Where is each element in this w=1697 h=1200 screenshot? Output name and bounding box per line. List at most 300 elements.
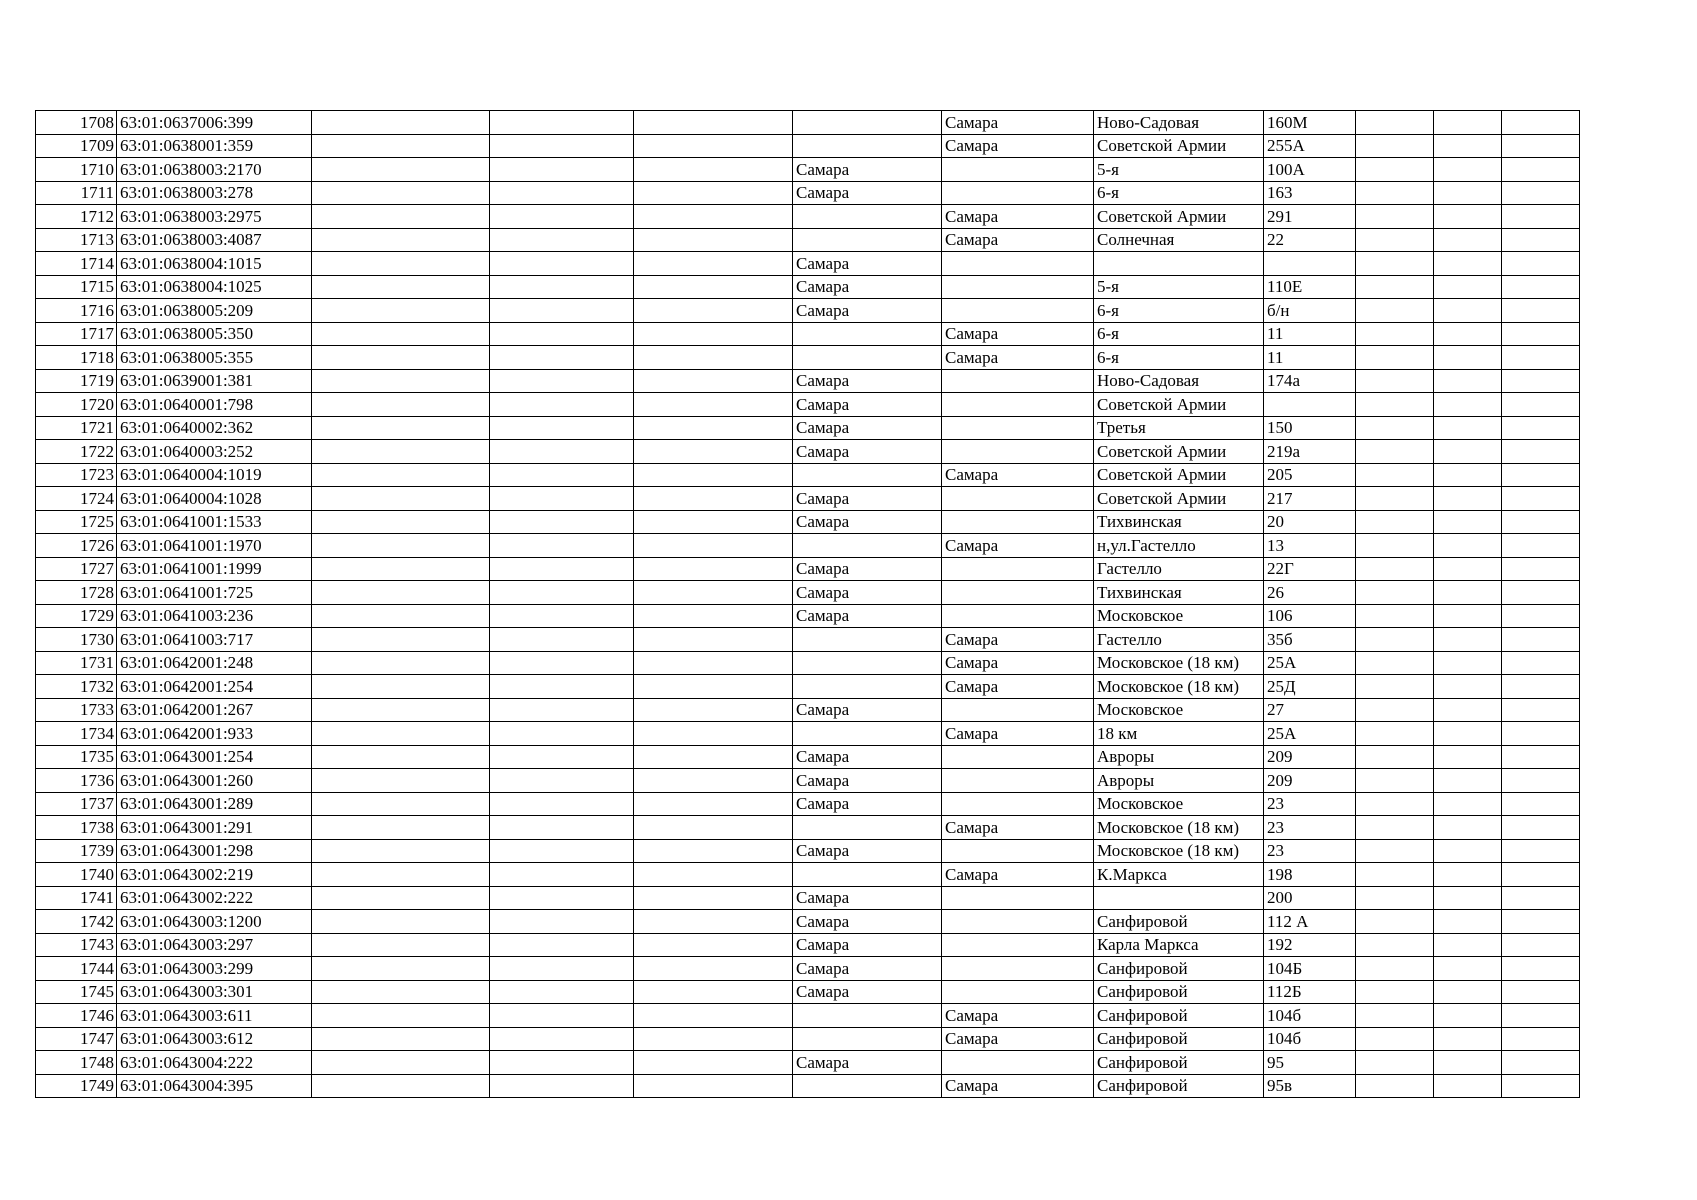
settlement-cell	[942, 769, 1094, 793]
street-cell: Московское (18 км)	[1094, 651, 1264, 675]
house-number-cell: 174а	[1264, 369, 1356, 393]
cadastral-number-cell: 63:01:0643003:611	[117, 1004, 312, 1028]
empty-cell	[312, 510, 490, 534]
empty-cell	[1356, 604, 1434, 628]
empty-cell	[490, 275, 634, 299]
empty-cell	[1434, 933, 1502, 957]
empty-cell	[1434, 839, 1502, 863]
empty-cell	[1434, 722, 1502, 746]
settlement-cell	[942, 181, 1094, 205]
empty-cell	[1434, 393, 1502, 417]
empty-cell	[1502, 205, 1580, 229]
row-number-cell: 1708	[36, 111, 117, 135]
empty-cell	[1434, 299, 1502, 323]
settlement-cell: Самара	[942, 228, 1094, 252]
empty-cell	[1502, 957, 1580, 981]
cadastral-number-cell: 63:01:0641001:1970	[117, 534, 312, 558]
settlement-cell	[942, 698, 1094, 722]
settlement-cell	[942, 487, 1094, 511]
empty-cell	[1434, 581, 1502, 605]
empty-cell	[634, 322, 793, 346]
empty-cell	[490, 628, 634, 652]
row-number-cell: 1718	[36, 346, 117, 370]
settlement-cell	[942, 910, 1094, 934]
empty-cell	[1356, 275, 1434, 299]
empty-cell	[634, 722, 793, 746]
empty-cell	[490, 698, 634, 722]
empty-cell	[1356, 510, 1434, 534]
table-row	[36, 933, 1580, 957]
city-cell: Самара	[793, 158, 942, 182]
empty-cell	[634, 346, 793, 370]
cadastral-number-cell: 63:01:0643004:395	[117, 1074, 312, 1098]
empty-cell	[634, 651, 793, 675]
empty-cell	[634, 487, 793, 511]
street-cell: Авроры	[1094, 745, 1264, 769]
table-row	[36, 863, 1580, 887]
empty-cell	[490, 933, 634, 957]
house-number-cell: 192	[1264, 933, 1356, 957]
empty-cell	[1502, 792, 1580, 816]
street-cell	[1094, 252, 1264, 276]
settlement-cell: Самара	[942, 346, 1094, 370]
empty-cell	[1356, 393, 1434, 417]
table-row	[36, 158, 1580, 182]
row-number-cell: 1723	[36, 463, 117, 487]
row-number-cell: 1722	[36, 440, 117, 464]
empty-cell	[1502, 393, 1580, 417]
empty-cell	[1434, 651, 1502, 675]
cadastral-number-cell: 63:01:0641003:236	[117, 604, 312, 628]
empty-cell	[1356, 675, 1434, 699]
street-cell: Советской Армии	[1094, 487, 1264, 511]
empty-cell	[1356, 463, 1434, 487]
empty-cell	[490, 557, 634, 581]
settlement-cell	[942, 557, 1094, 581]
empty-cell	[1356, 722, 1434, 746]
house-number-cell: 160М	[1264, 111, 1356, 135]
city-cell: Самара	[793, 181, 942, 205]
cadastral-number-cell: 63:01:0643001:291	[117, 816, 312, 840]
settlement-cell	[942, 416, 1094, 440]
settlement-cell	[942, 440, 1094, 464]
house-number-cell: 25А	[1264, 651, 1356, 675]
row-number-cell: 1729	[36, 604, 117, 628]
table-row	[36, 487, 1580, 511]
city-cell	[793, 322, 942, 346]
house-number-cell: 11	[1264, 346, 1356, 370]
empty-cell	[1356, 416, 1434, 440]
empty-cell	[1434, 698, 1502, 722]
empty-cell	[634, 839, 793, 863]
cadastral-number-cell: 63:01:0641001:725	[117, 581, 312, 605]
empty-cell	[1434, 158, 1502, 182]
empty-cell	[1356, 745, 1434, 769]
street-cell: Гастелло	[1094, 628, 1264, 652]
empty-cell	[1434, 534, 1502, 558]
empty-cell	[312, 205, 490, 229]
row-number-cell: 1737	[36, 792, 117, 816]
cadastral-number-cell: 63:01:0643001:254	[117, 745, 312, 769]
street-cell: К.Маркса	[1094, 863, 1264, 887]
empty-cell	[312, 863, 490, 887]
cadastral-number-cell: 63:01:0643001:289	[117, 792, 312, 816]
empty-cell	[490, 604, 634, 628]
empty-cell	[1434, 275, 1502, 299]
row-number-cell: 1731	[36, 651, 117, 675]
table-row	[36, 111, 1580, 135]
table-row	[36, 440, 1580, 464]
settlement-cell	[942, 252, 1094, 276]
house-number-cell: 95в	[1264, 1074, 1356, 1098]
cadastral-number-cell: 63:01:0638005:355	[117, 346, 312, 370]
row-number-cell: 1726	[36, 534, 117, 558]
house-number-cell: 198	[1264, 863, 1356, 887]
empty-cell	[490, 769, 634, 793]
cadastral-number-cell: 63:01:0643002:222	[117, 886, 312, 910]
empty-cell	[312, 769, 490, 793]
city-cell: Самара	[793, 252, 942, 276]
empty-cell	[1502, 675, 1580, 699]
cadastral-number-cell: 63:01:0638001:359	[117, 134, 312, 158]
city-cell: Самара	[793, 792, 942, 816]
empty-cell	[1434, 604, 1502, 628]
empty-cell	[1502, 1051, 1580, 1075]
empty-cell	[634, 181, 793, 205]
empty-cell	[1502, 134, 1580, 158]
cadastral-number-cell: 63:01:0640003:252	[117, 440, 312, 464]
empty-cell	[1502, 839, 1580, 863]
empty-cell	[1502, 933, 1580, 957]
empty-cell	[312, 792, 490, 816]
empty-cell	[490, 346, 634, 370]
empty-cell	[312, 181, 490, 205]
table-row	[36, 510, 1580, 534]
settlement-cell: Самара	[942, 651, 1094, 675]
cadastral-number-cell: 63:01:0642001:254	[117, 675, 312, 699]
row-number-cell: 1710	[36, 158, 117, 182]
cadastral-number-cell: 63:01:0641001:1533	[117, 510, 312, 534]
empty-cell	[634, 1027, 793, 1051]
empty-cell	[490, 745, 634, 769]
street-cell: 5-я	[1094, 158, 1264, 182]
city-cell: Самара	[793, 1051, 942, 1075]
row-number-cell: 1743	[36, 933, 117, 957]
table-row	[36, 416, 1580, 440]
empty-cell	[312, 957, 490, 981]
city-cell	[793, 1004, 942, 1028]
house-number-cell: 209	[1264, 769, 1356, 793]
empty-cell	[1356, 628, 1434, 652]
empty-cell	[1434, 205, 1502, 229]
row-number-cell: 1735	[36, 745, 117, 769]
table-row	[36, 322, 1580, 346]
city-cell	[793, 346, 942, 370]
empty-cell	[490, 416, 634, 440]
house-number-cell: 205	[1264, 463, 1356, 487]
row-number-cell: 1711	[36, 181, 117, 205]
city-cell: Самара	[793, 604, 942, 628]
row-number-cell: 1748	[36, 1051, 117, 1075]
empty-cell	[490, 181, 634, 205]
empty-cell	[312, 980, 490, 1004]
empty-cell	[1356, 769, 1434, 793]
empty-cell	[1502, 816, 1580, 840]
settlement-cell	[942, 369, 1094, 393]
city-cell	[793, 134, 942, 158]
street-cell: Санфировой	[1094, 957, 1264, 981]
city-cell: Самара	[793, 440, 942, 464]
empty-cell	[312, 322, 490, 346]
empty-cell	[634, 111, 793, 135]
cadastral-number-cell: 63:01:0643001:298	[117, 839, 312, 863]
street-cell: 6-я	[1094, 322, 1264, 346]
city-cell: Самара	[793, 487, 942, 511]
city-cell	[793, 1074, 942, 1098]
empty-cell	[490, 722, 634, 746]
empty-cell	[634, 299, 793, 323]
empty-cell	[1356, 322, 1434, 346]
street-cell: Санфировой	[1094, 1027, 1264, 1051]
empty-cell	[312, 745, 490, 769]
empty-cell	[490, 816, 634, 840]
empty-cell	[634, 534, 793, 558]
street-cell: Советской Армии	[1094, 440, 1264, 464]
city-cell	[793, 722, 942, 746]
street-cell: Московское	[1094, 604, 1264, 628]
empty-cell	[1434, 863, 1502, 887]
city-cell	[793, 675, 942, 699]
row-number-cell: 1734	[36, 722, 117, 746]
empty-cell	[1502, 980, 1580, 1004]
empty-cell	[1502, 510, 1580, 534]
empty-cell	[1502, 346, 1580, 370]
empty-cell	[1502, 111, 1580, 135]
settlement-cell	[942, 1051, 1094, 1075]
empty-cell	[490, 228, 634, 252]
empty-cell	[490, 393, 634, 417]
table-row	[36, 839, 1580, 863]
house-number-cell: 20	[1264, 510, 1356, 534]
empty-cell	[490, 487, 634, 511]
empty-cell	[490, 886, 634, 910]
empty-cell	[634, 792, 793, 816]
street-cell: Советской Армии	[1094, 463, 1264, 487]
street-cell: Санфировой	[1094, 1004, 1264, 1028]
street-cell: н,ул.Гастелло	[1094, 534, 1264, 558]
empty-cell	[1434, 675, 1502, 699]
empty-cell	[312, 1074, 490, 1098]
house-number-cell: б/н	[1264, 299, 1356, 323]
cadastral-number-cell: 63:01:0638005:209	[117, 299, 312, 323]
settlement-cell: Самара	[942, 111, 1094, 135]
street-cell: 6-я	[1094, 181, 1264, 205]
cadastral-number-cell: 63:01:0643003:1200	[117, 910, 312, 934]
empty-cell	[634, 252, 793, 276]
empty-cell	[1434, 628, 1502, 652]
row-number-cell: 1725	[36, 510, 117, 534]
row-number-cell: 1730	[36, 628, 117, 652]
empty-cell	[1434, 487, 1502, 511]
cadastral-number-cell: 63:01:0643003:297	[117, 933, 312, 957]
house-number-cell: 112Б	[1264, 980, 1356, 1004]
settlement-cell: Самара	[942, 1027, 1094, 1051]
empty-cell	[1356, 205, 1434, 229]
cadastral-number-cell: 63:01:0641003:717	[117, 628, 312, 652]
empty-cell	[1502, 252, 1580, 276]
empty-cell	[490, 910, 634, 934]
empty-cell	[634, 1004, 793, 1028]
empty-cell	[1434, 1051, 1502, 1075]
empty-cell	[1502, 534, 1580, 558]
house-number-cell: 104б	[1264, 1027, 1356, 1051]
empty-cell	[1434, 252, 1502, 276]
empty-cell	[1356, 111, 1434, 135]
street-cell: Санфировой	[1094, 980, 1264, 1004]
city-cell	[793, 651, 942, 675]
city-cell: Самара	[793, 557, 942, 581]
city-cell: Самара	[793, 933, 942, 957]
row-number-cell: 1742	[36, 910, 117, 934]
cadastral-number-cell: 63:01:0639001:381	[117, 369, 312, 393]
row-number-cell: 1717	[36, 322, 117, 346]
cadastral-number-cell: 63:01:0643002:219	[117, 863, 312, 887]
empty-cell	[1356, 792, 1434, 816]
cadastral-number-cell: 63:01:0643004:222	[117, 1051, 312, 1075]
settlement-cell: Самара	[942, 675, 1094, 699]
row-number-cell: 1744	[36, 957, 117, 981]
empty-cell	[634, 957, 793, 981]
row-number-cell: 1736	[36, 769, 117, 793]
table-row	[36, 463, 1580, 487]
row-number-cell: 1747	[36, 1027, 117, 1051]
cadastral-number-cell: 63:01:0640004:1028	[117, 487, 312, 511]
cadastral-number-cell: 63:01:0638003:4087	[117, 228, 312, 252]
table-row	[36, 275, 1580, 299]
empty-cell	[490, 205, 634, 229]
empty-cell	[634, 816, 793, 840]
empty-cell	[1356, 534, 1434, 558]
empty-cell	[312, 158, 490, 182]
cadastral-number-cell: 63:01:0638003:278	[117, 181, 312, 205]
cadastral-number-cell: 63:01:0640004:1019	[117, 463, 312, 487]
house-number-cell: 23	[1264, 839, 1356, 863]
empty-cell	[1434, 1074, 1502, 1098]
cadastral-number-cell: 63:01:0638005:350	[117, 322, 312, 346]
settlement-cell: Самара	[942, 322, 1094, 346]
empty-cell	[634, 581, 793, 605]
table-row	[36, 346, 1580, 370]
house-number-cell: 255А	[1264, 134, 1356, 158]
empty-cell	[634, 393, 793, 417]
house-number-cell: 22	[1264, 228, 1356, 252]
empty-cell	[1434, 228, 1502, 252]
empty-cell	[1356, 886, 1434, 910]
empty-cell	[490, 111, 634, 135]
row-number-cell: 1716	[36, 299, 117, 323]
empty-cell	[1434, 440, 1502, 464]
empty-cell	[490, 134, 634, 158]
empty-cell	[1434, 463, 1502, 487]
empty-cell	[490, 510, 634, 534]
cadastral-number-cell: 63:01:0637006:399	[117, 111, 312, 135]
empty-cell	[490, 1004, 634, 1028]
street-cell: Гастелло	[1094, 557, 1264, 581]
empty-cell	[634, 557, 793, 581]
city-cell: Самара	[793, 299, 942, 323]
empty-cell	[1502, 886, 1580, 910]
city-cell	[793, 111, 942, 135]
table-row	[36, 722, 1580, 746]
empty-cell	[490, 534, 634, 558]
empty-cell	[634, 158, 793, 182]
table-row	[36, 1027, 1580, 1051]
table-row	[36, 957, 1580, 981]
city-cell	[793, 205, 942, 229]
settlement-cell	[942, 745, 1094, 769]
empty-cell	[1434, 322, 1502, 346]
city-cell	[793, 816, 942, 840]
house-number-cell: 110Е	[1264, 275, 1356, 299]
house-number-cell: 163	[1264, 181, 1356, 205]
table-row	[36, 557, 1580, 581]
empty-cell	[634, 933, 793, 957]
empty-cell	[312, 111, 490, 135]
house-number-cell	[1264, 252, 1356, 276]
empty-cell	[634, 698, 793, 722]
table-row	[36, 675, 1580, 699]
house-number-cell: 209	[1264, 745, 1356, 769]
settlement-cell	[942, 299, 1094, 323]
row-number-cell: 1746	[36, 1004, 117, 1028]
city-cell: Самара	[793, 839, 942, 863]
empty-cell	[1434, 910, 1502, 934]
empty-cell	[634, 980, 793, 1004]
house-number-cell: 200	[1264, 886, 1356, 910]
cadastral-address-table	[35, 110, 1580, 1098]
empty-cell	[1434, 181, 1502, 205]
empty-cell	[312, 134, 490, 158]
empty-cell	[634, 416, 793, 440]
empty-cell	[1502, 863, 1580, 887]
spreadsheet-page	[35, 110, 1580, 1098]
table-row	[36, 628, 1580, 652]
empty-cell	[312, 369, 490, 393]
street-cell: Солнечная	[1094, 228, 1264, 252]
row-number-cell: 1739	[36, 839, 117, 863]
table-row	[36, 604, 1580, 628]
empty-cell	[1434, 1004, 1502, 1028]
empty-cell	[490, 792, 634, 816]
empty-cell	[634, 604, 793, 628]
empty-cell	[1434, 416, 1502, 440]
empty-cell	[1356, 651, 1434, 675]
empty-cell	[490, 581, 634, 605]
table-row	[36, 698, 1580, 722]
cadastral-number-cell: 63:01:0638003:2975	[117, 205, 312, 229]
settlement-cell: Самара	[942, 134, 1094, 158]
row-number-cell: 1719	[36, 369, 117, 393]
empty-cell	[490, 1027, 634, 1051]
table-row	[36, 745, 1580, 769]
table-row	[36, 1051, 1580, 1075]
empty-cell	[634, 1051, 793, 1075]
cadastral-number-cell: 63:01:0638003:2170	[117, 158, 312, 182]
empty-cell	[634, 205, 793, 229]
city-cell: Самара	[793, 369, 942, 393]
empty-cell	[312, 651, 490, 675]
row-number-cell: 1733	[36, 698, 117, 722]
